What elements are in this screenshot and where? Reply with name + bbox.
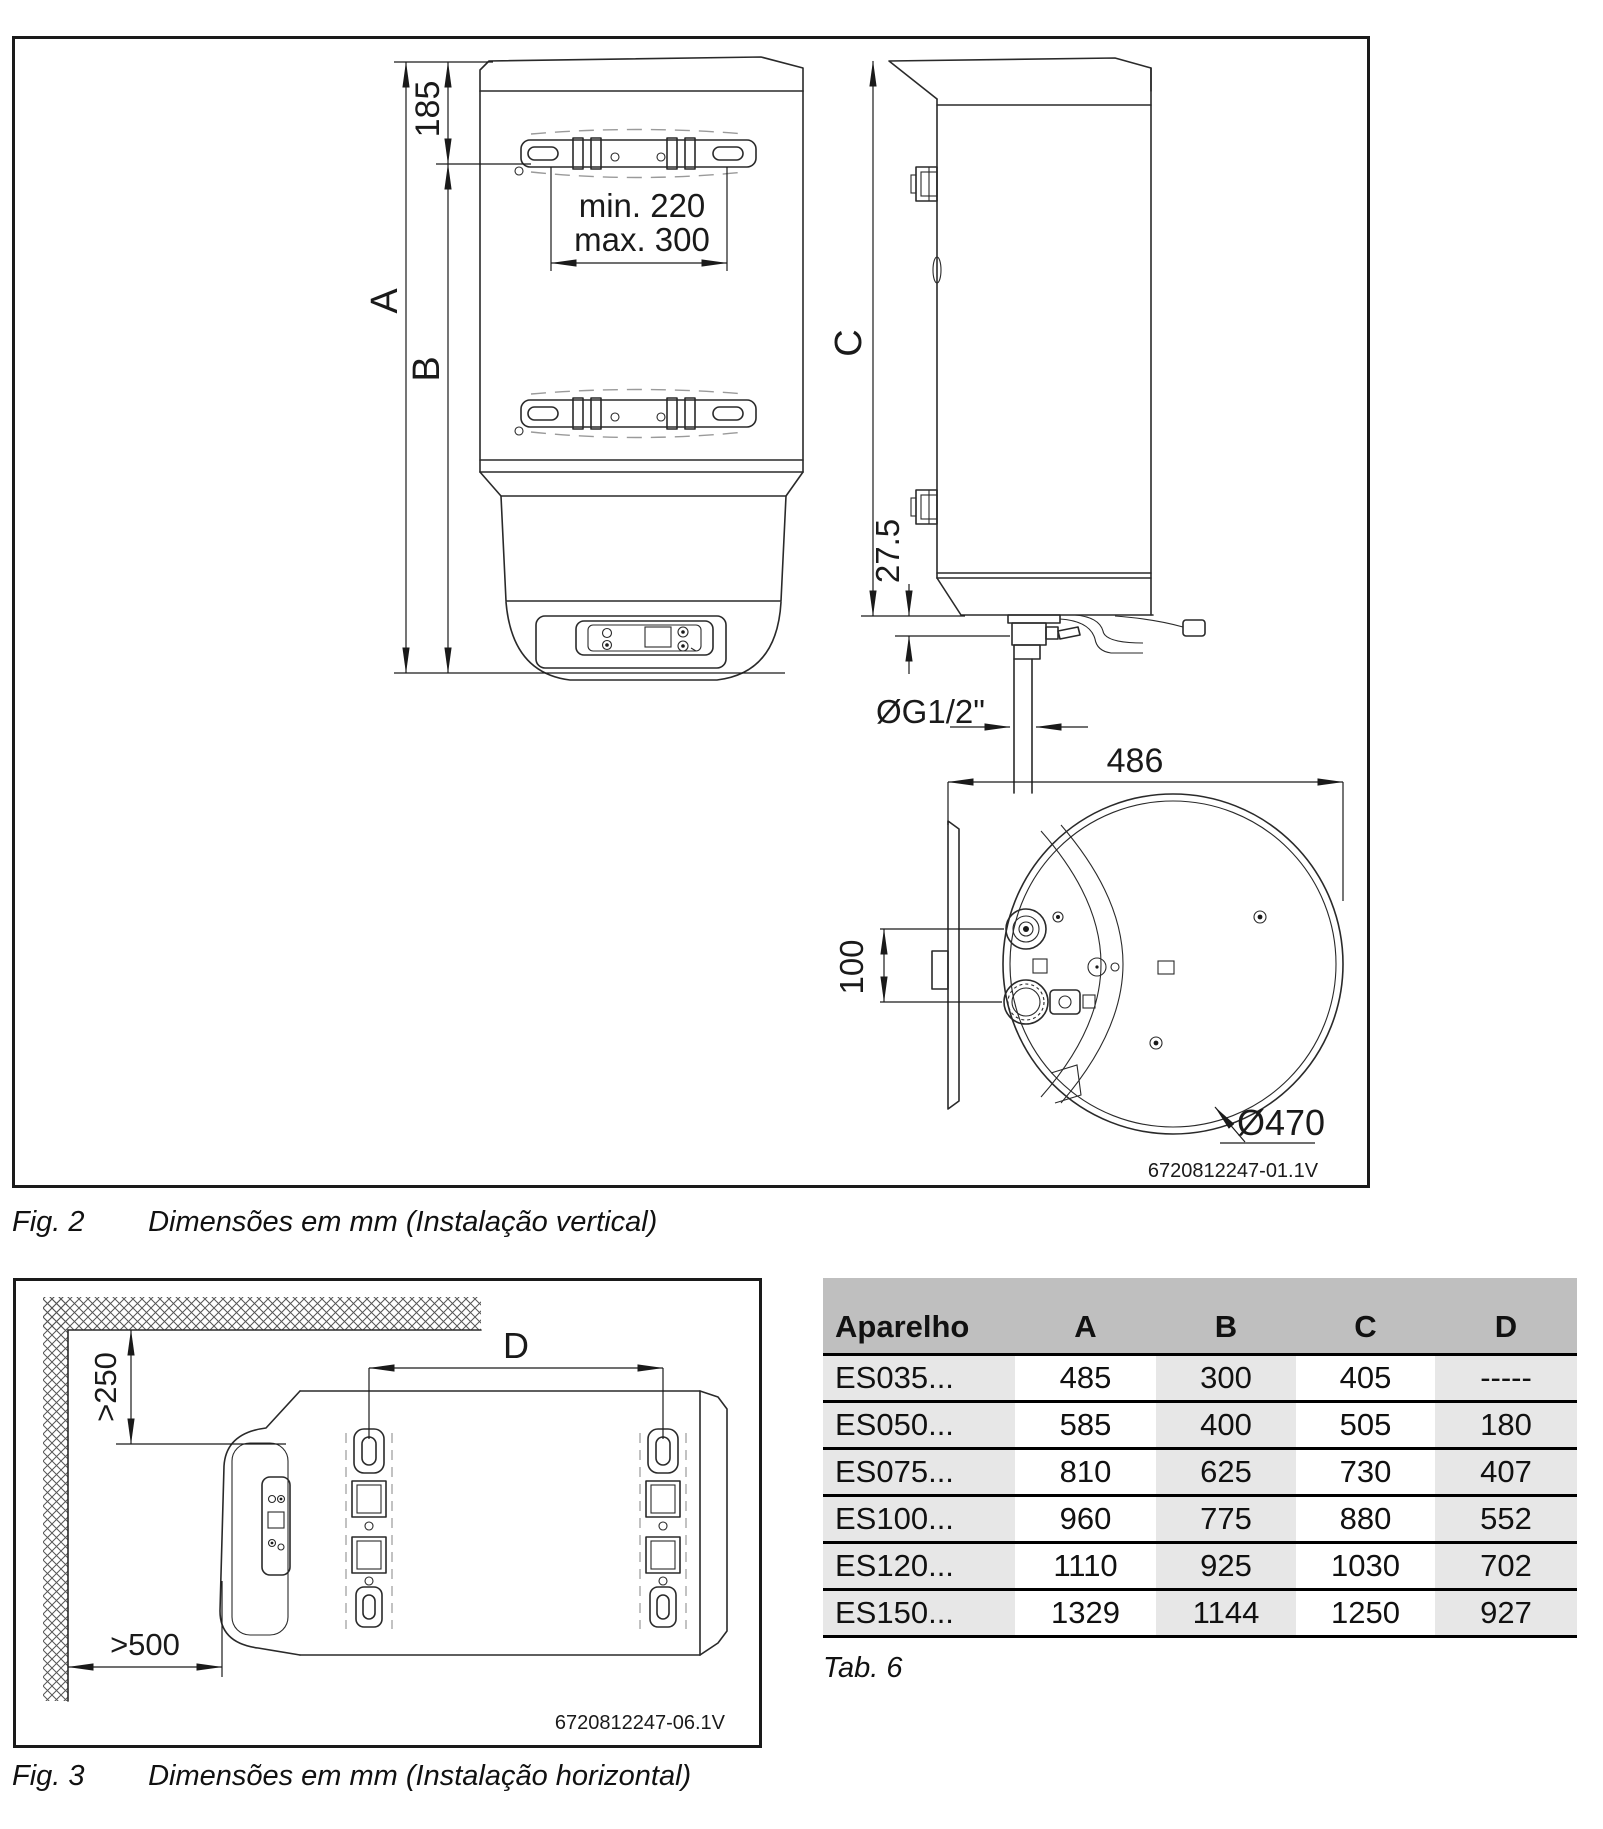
table-row: ES120... 1110 925 1030 702 [823,1544,1577,1591]
model-cell: ES100... [823,1497,1015,1541]
figure-3-caption [12,1760,691,1793]
diameter-470-label: Ø470 [1237,1102,1326,1143]
model-cell: ES035... [823,1356,1015,1400]
mounting-bracket [346,1429,392,1629]
table-row: ES100... 960 775 880 552 [823,1497,1577,1544]
figure-2-caption-text: Dimensões em mm (Instalação vertical) [148,1206,658,1238]
col-header-aparelho: Aparelho [835,1309,970,1344]
figure-3-caption-text: Dimensões em mm (Instalação horizontal) [148,1760,692,1792]
col-header-a: A [1074,1309,1097,1344]
figure-3-code: 6720812247-06.1V [554,1712,725,1734]
table-header-row [823,1278,1577,1356]
dim-486-label: 486 [1106,742,1164,780]
dim-d-label: D [503,1325,529,1366]
table-row: ES035... 485 300 405 ----- [823,1356,1577,1403]
dim-185-label: 185 [409,80,447,138]
figure-3-caption-label: Fig. 3 [12,1760,85,1792]
display-icon [645,627,671,647]
table-row: ES075... 810 625 730 407 [823,1450,1577,1497]
side-view-dimensions [828,61,1088,730]
col-header-d: D [1494,1309,1518,1344]
front-view [480,57,803,680]
table-row: ES050... 585 400 505 180 [823,1403,1577,1450]
model-cell: ES050... [823,1403,1015,1447]
front-view-dimensions [364,62,785,673]
pipe-thread-label: ØG1/2" [876,693,985,730]
figure-3-dimensions [68,1325,726,1734]
model-cell: ES150... [823,1591,1015,1635]
figure-2-code: 6720812247-01.1V [1147,1160,1319,1182]
display-icon [268,1512,284,1528]
bottom-view-dimensions [833,742,1343,1182]
horizontal-heater [220,1391,727,1655]
dim-c-label: C [828,329,870,357]
figure-2-caption-label: Fig. 2 [12,1206,85,1238]
table-caption: Tab. 6 [823,1652,903,1684]
side-view [889,58,1205,793]
dim-100-label: 100 [833,939,870,995]
figure-2-drawing [15,39,1367,1185]
table-row: ES150... 1329 1144 1250 927 [823,1591,1577,1638]
water-ports [1004,909,1095,1024]
dim-a-label: A [364,288,406,314]
bottom-view [932,794,1343,1134]
model-cell: ES120... [823,1544,1015,1588]
figure-2-frame [12,36,1370,1188]
figure-3-frame [13,1278,762,1748]
dim-b-label: B [406,356,448,382]
col-header-b: B [1214,1309,1238,1344]
rear-bracket [911,167,937,201]
dim-27-5-label: 27.5 [869,518,906,584]
control-panel [262,1477,290,1575]
figure-2-caption [12,1206,657,1239]
side-clearance-label: >500 [110,1627,180,1662]
top-clearance-label: >250 [88,1352,123,1422]
bracket-max-label: max. 300 [574,221,710,258]
dimensions-table [823,1278,1577,1638]
model-cell: ES075... [823,1450,1015,1494]
bracket-min-label: min. 220 [578,187,706,224]
col-header-c: C [1354,1309,1377,1344]
control-panel [576,621,713,655]
figure-3-drawing [16,1281,759,1745]
